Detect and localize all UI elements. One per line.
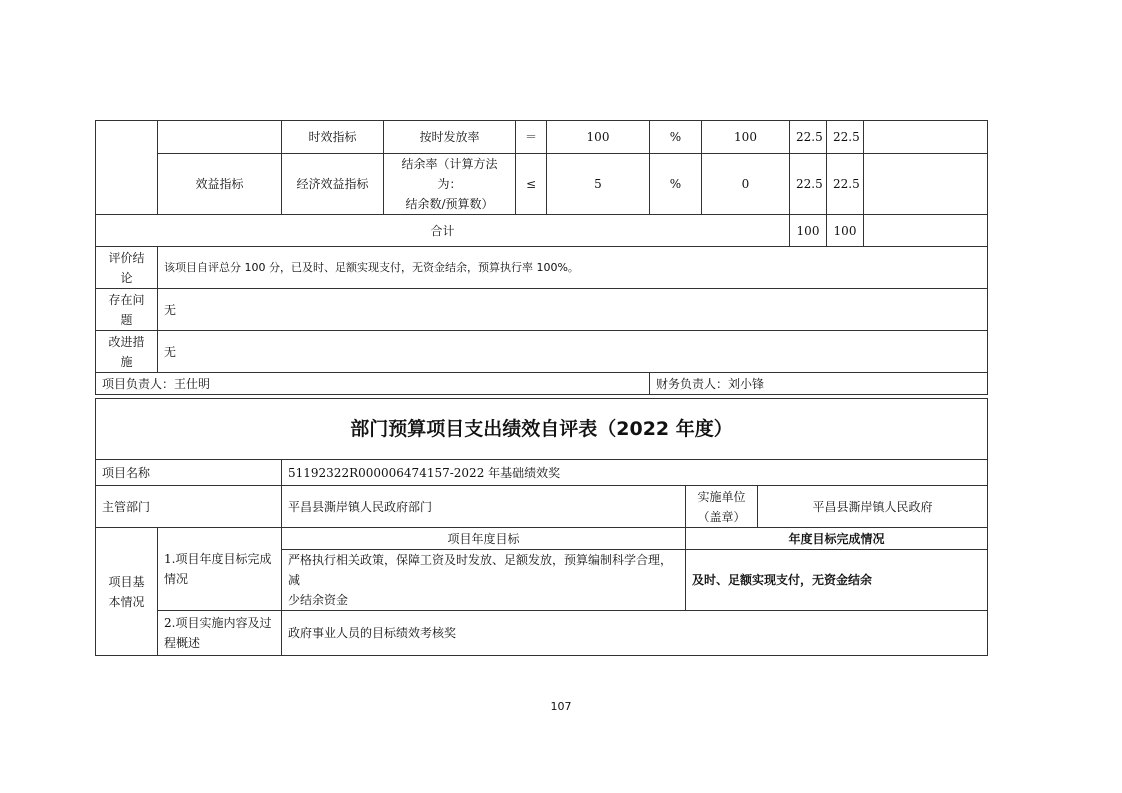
target-value: 100 xyxy=(547,121,650,154)
goal-header: 项目年度目标 xyxy=(282,528,686,550)
completion-text: 及时、足额实现支付，无资金结余 xyxy=(686,550,988,611)
completion-header: 年度目标完成情况 xyxy=(686,528,988,550)
measures-row xyxy=(96,331,988,373)
empty-cell xyxy=(158,121,282,154)
level2-indicator: 经济效益指标 xyxy=(282,154,384,215)
label-line: 论 xyxy=(120,270,133,285)
total-weight: 100 xyxy=(790,215,827,247)
conclusion-label xyxy=(96,247,158,289)
label-line: 1.项目年度目标完成 xyxy=(164,552,272,566)
level1-indicator: 效益指标 xyxy=(158,154,282,215)
score-value: 22.5 xyxy=(827,121,864,154)
empty-cell xyxy=(864,121,988,154)
conclusion-row xyxy=(96,247,988,289)
goal-line: 少结余资金 xyxy=(288,593,349,607)
sub2-label xyxy=(158,611,282,656)
label-line: 2.项目实施内容及过 xyxy=(164,616,272,630)
score-value: 22.5 xyxy=(827,154,864,215)
project-name-label: 项目名称 xyxy=(96,460,282,486)
label-line: 本情况 xyxy=(108,594,145,609)
measures-text: 无 xyxy=(158,331,988,373)
weight-value: 22.5 xyxy=(790,154,827,215)
label-line: 程概述 xyxy=(164,636,201,650)
sub2-text: 政府事业人员的目标绩效考核奖 xyxy=(282,611,988,656)
dept-value: 平昌县澌岸镇人民政府部门 xyxy=(282,486,686,528)
basic-info-label xyxy=(96,528,158,656)
total-label: 合计 xyxy=(96,215,790,247)
label-line: 改进措 xyxy=(108,334,145,349)
problems-text: 无 xyxy=(158,289,988,331)
sub2-row xyxy=(96,611,988,656)
target-value: 5 xyxy=(547,154,650,215)
finance-leader: 财务负责人：刘小锋 xyxy=(650,373,988,395)
operator: ＝ xyxy=(516,121,547,154)
level3-indicator xyxy=(384,154,516,215)
label-line: 情况 xyxy=(164,572,189,586)
actual-value: 100 xyxy=(702,121,790,154)
actual-value: 0 xyxy=(702,154,790,215)
indicator-table xyxy=(95,120,988,395)
unit: % xyxy=(650,154,702,215)
label-line: 存在问 xyxy=(108,292,145,307)
total-row xyxy=(96,215,988,247)
table-row xyxy=(96,154,988,215)
operator: ≤ xyxy=(516,154,547,215)
total-score: 100 xyxy=(827,215,864,247)
label-line: 实施单位 xyxy=(697,489,746,504)
empty-cell xyxy=(864,215,988,247)
level3-line: 结余数/预算数） xyxy=(405,197,494,211)
problems-label xyxy=(96,289,158,331)
label-line: 评价结 xyxy=(108,250,145,265)
dept-row xyxy=(96,486,988,528)
goal-line: 严格执行相关政策，保障工资及时发放、足额发放，预算编制科学合理，减 xyxy=(288,553,673,587)
weight-value: 22.5 xyxy=(790,121,827,154)
label-line: 项目基 xyxy=(108,574,145,589)
goal-header-row xyxy=(96,528,988,550)
form-title: 部门预算项目支出绩效自评表（2022 年度） xyxy=(96,399,988,460)
label-line: 题 xyxy=(120,312,133,327)
level2-indicator: 时效指标 xyxy=(282,121,384,154)
page-number: 107 xyxy=(550,700,572,713)
project-leader: 项目负责人：王仕明 xyxy=(96,373,650,395)
conclusion-text: 该项目自评总分 100 分，已及时、足额实现支付，无资金结余，预算执行率 100%。 xyxy=(158,247,988,289)
impl-value: 平昌县澌岸镇人民政府 xyxy=(758,486,988,528)
table-row xyxy=(96,121,988,154)
self-evaluation-form xyxy=(95,398,988,656)
goal-text xyxy=(282,550,686,611)
measures-label xyxy=(96,331,158,373)
level3-indicator: 按时发放率 xyxy=(384,121,516,154)
level3-line: 结余率（计算方法为： xyxy=(401,157,498,191)
empty-cell xyxy=(96,121,158,215)
project-name-value: 51192322R000006474157-2022 年基础绩效奖 xyxy=(282,460,988,486)
signature-row xyxy=(96,373,988,395)
impl-label xyxy=(686,486,758,528)
unit: % xyxy=(650,121,702,154)
empty-cell xyxy=(864,154,988,215)
problems-row xyxy=(96,289,988,331)
project-name-row xyxy=(96,460,988,486)
title-row xyxy=(96,399,988,460)
sub1-label xyxy=(158,528,282,611)
dept-label: 主管部门 xyxy=(96,486,282,528)
label-line: （盖章） xyxy=(697,509,746,524)
label-line: 施 xyxy=(120,354,133,369)
